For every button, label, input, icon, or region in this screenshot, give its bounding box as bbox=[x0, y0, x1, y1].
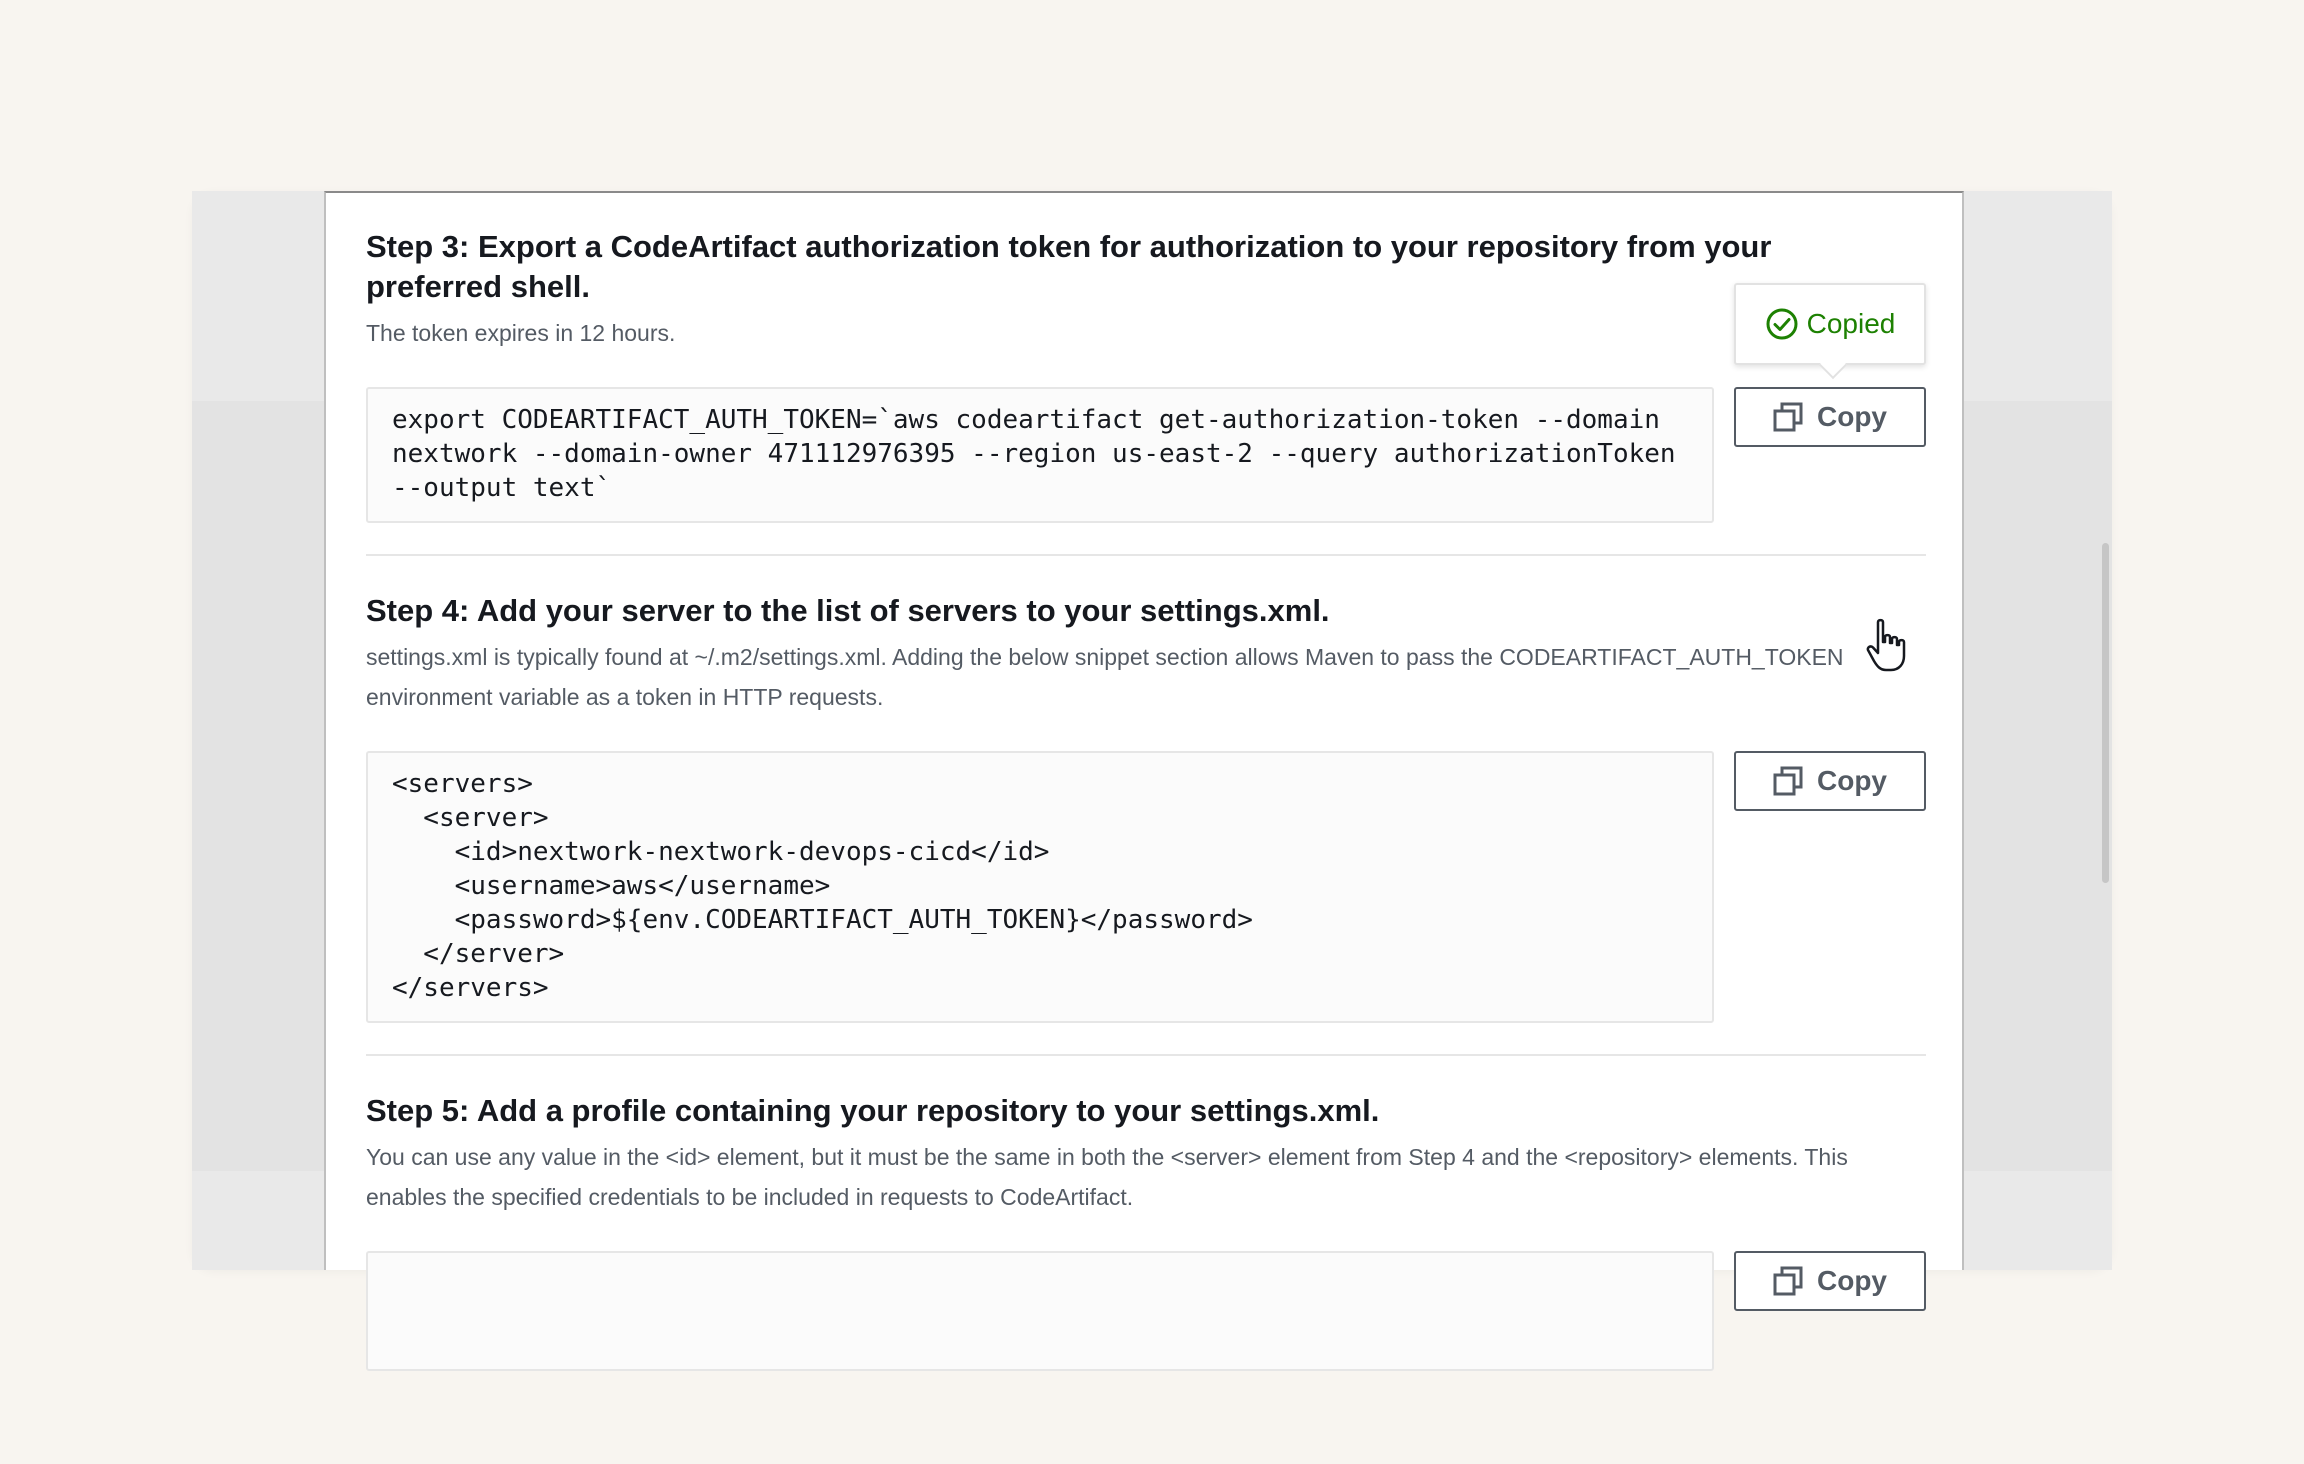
step-5-copy-button[interactable] bbox=[1734, 1251, 1926, 1311]
copy-icon bbox=[1773, 1266, 1803, 1296]
copied-popover bbox=[1734, 283, 1926, 365]
instructions-modal bbox=[324, 191, 1964, 1296]
popover-arrow bbox=[1819, 351, 1847, 379]
check-circle-icon bbox=[1765, 307, 1799, 341]
scrollbar[interactable] bbox=[2102, 543, 2109, 883]
hand-cursor-icon bbox=[1866, 618, 1910, 674]
step-5-description: You can use any value in the <id> element, but it must be the same in both the <server> element from Step 4 and the <repository> elements. This enables the specified credentials to be included in requests to CodeArtifact. bbox=[366, 1144, 1848, 1210]
divider bbox=[366, 554, 1926, 556]
step-4-code-block[interactable] bbox=[366, 751, 1714, 1023]
copy-label: Copy bbox=[1817, 1265, 1887, 1296]
step-5-title: Step 5: Add a profile containing your repository to your settings.xml. bbox=[366, 1093, 1380, 1128]
copy-icon bbox=[1773, 402, 1803, 432]
step-4-copy-button[interactable] bbox=[1734, 751, 1926, 811]
step-4-description: settings.xml is typically found at ~/.m2/settings.xml. Adding the below snippet section allows Maven to pass the CODEARTIFACT_AUTH_TOKEN environment variable as a token in HTTP requests. bbox=[366, 644, 1844, 710]
step-4-title: Step 4: Add your server to the list of servers to your settings.xml. bbox=[366, 593, 1330, 628]
step-4-header bbox=[366, 591, 1926, 717]
step-3-title: Step 3: Export a CodeArtifact authorization token for authorization to your repository from your preferred shell. bbox=[366, 229, 1772, 304]
browser-window bbox=[192, 191, 2112, 1296]
copy-label: Copy bbox=[1817, 765, 1887, 796]
divider bbox=[366, 1054, 1926, 1056]
step-4-code: <servers> <server> <id>nextwork-nextwork-devops-cicd</id> <username>aws</username> <password>${env.CODEARTIFACT_AUTH_TOKEN}</password> </server> </servers> bbox=[392, 769, 1253, 1003]
step-5-code-block[interactable] bbox=[366, 1251, 1714, 1371]
step-3-code: export CODEARTIFACT_AUTH_TOKEN=`aws codeartifact get-authorization-token --domain nextwork --domain-owner 471112976395 --region us-east-2 --query authorizationToken --output text` bbox=[392, 405, 1676, 503]
copy-label: Copy bbox=[1817, 401, 1887, 432]
step-3-code-block[interactable] bbox=[366, 387, 1714, 523]
step-3-description: The token expires in 12 hours. bbox=[366, 320, 676, 346]
step-3-copy-button[interactable] bbox=[1734, 387, 1926, 447]
step-3-header bbox=[366, 227, 1846, 353]
copied-label: Copied bbox=[1806, 308, 1896, 339]
step-5-header bbox=[366, 1091, 1926, 1217]
copy-icon bbox=[1773, 766, 1803, 796]
